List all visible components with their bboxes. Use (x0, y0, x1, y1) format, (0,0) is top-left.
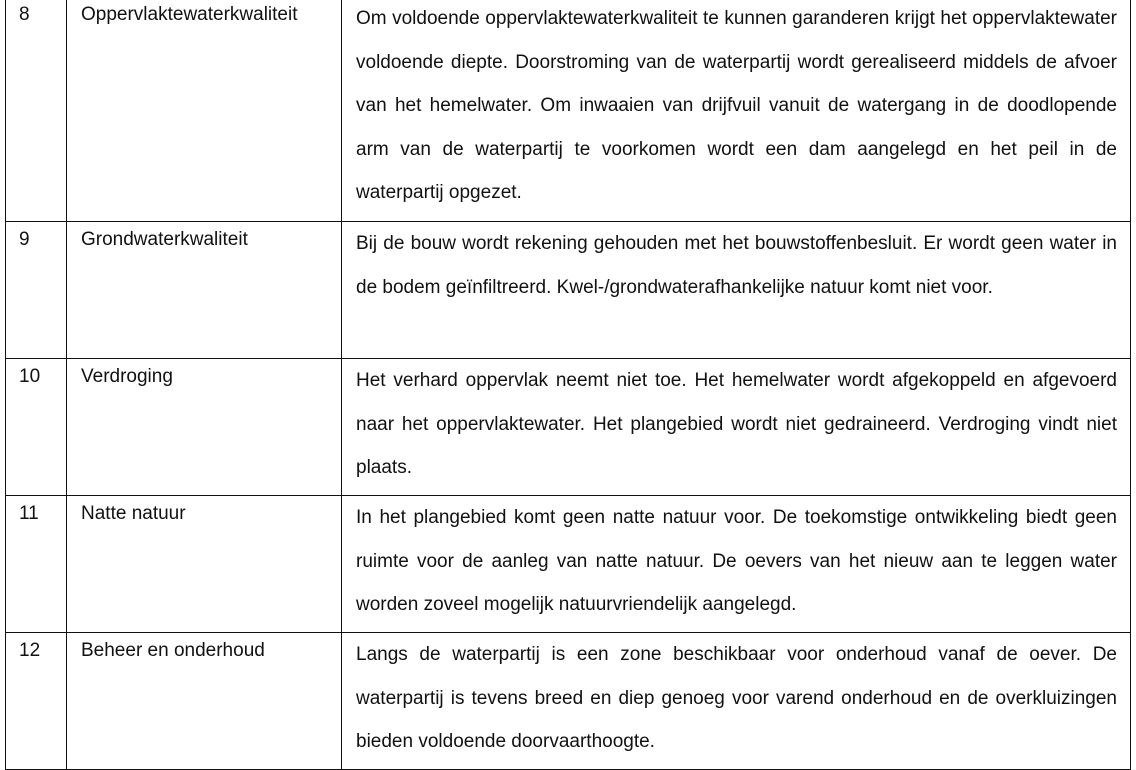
row-description: Langs de waterpartij is een zone beschikbaar voor onderhoud vanaf de oever. De waterpartij is tevens breed en diep genoeg voor varend onderhoud en de overkluizingen bieden voldoende doorvaarthoogte. (342, 633, 1131, 770)
row-topic: Oppervlaktewaterkwaliteit (67, 0, 342, 222)
row-topic: Beheer en onderhoud (67, 633, 342, 770)
table-row (6, 633, 1131, 770)
row-description: In het plangebied komt geen natte natuur voor. De toekomstige ontwikkeling biedt geen ruimte voor de aanleg van natte natuur. De oevers van het nieuw aan te leggen water worden zoveel mogelijk natuurvriendelijk aangelegd. (342, 496, 1131, 633)
table-row (6, 496, 1131, 633)
row-number: 10 (6, 359, 67, 496)
row-description: Het verhard oppervlak neemt niet toe. Het hemelwater wordt afgekoppeld en afgevoerd naar het oppervlaktewater. Het plangebied wordt niet gedraineerd. Verdroging vindt niet plaats. (342, 359, 1131, 496)
row-topic: Natte natuur (67, 496, 342, 633)
table-row (6, 0, 1131, 222)
row-number: 11 (6, 496, 67, 633)
row-description: Om voldoende oppervlaktewaterkwaliteit te kunnen garanderen krijgt het oppervlaktewater voldoende diepte. Doorstroming van de waterpartij wordt gerealiseerd middels de afvoer van het hemelwater. Om inwaaien van drijfvuil vanuit de watergang in de doodlopende arm van de waterpartij te voorkomen wordt een dam aangelegd en het peil in de waterpartij opgezet. (342, 0, 1131, 222)
row-number: 12 (6, 633, 67, 770)
row-description: Bij de bouw wordt rekening gehouden met het bouwstoffenbesluit. Er wordt geen water in de bodem geïnfiltreerd. Kwel-/grondwaterafhankelijke natuur komt niet voor. (342, 222, 1131, 359)
row-number: 8 (6, 0, 67, 222)
table-row (6, 359, 1131, 496)
row-number: 9 (6, 222, 67, 359)
row-topic: Verdroging (67, 359, 342, 496)
row-topic: Grondwaterkwaliteit (67, 222, 342, 359)
table-row (6, 222, 1131, 359)
water-assessment-table (5, 0, 1131, 770)
